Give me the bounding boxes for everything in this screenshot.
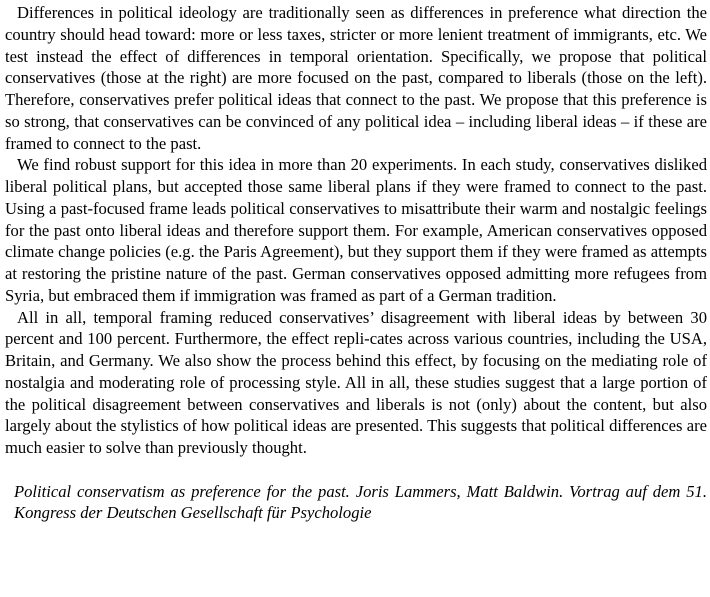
- paragraph-findings: We find robust support for this idea in more than 20 experiments. In each study, conservatives disliked liberal political plans, but accepted those same liberal plans if they were framed to connect to the past. Using a past-focused frame leads political conservatives to misattribute their warm and nostalgic feelings for the past onto liberal ideas and therefore support them. For example, American conservatives opposed climate change policies (e.g. the Paris Agreement), but they support them if they were framed as attempts at restoring the pristine nature of the past. German conservatives opposed admitting more refugees from Syria, but embraced them if immigration was framed as part of a German tradition.: [5, 155, 707, 305]
- citation: Political conservatism as preference for the past. Joris Lammers, Matt Baldwin. Vortrag auf dem 51. Kongress der Deutschen Gesellschaft für Psychologie: [14, 481, 707, 523]
- paragraph-intro: Differences in political ideology are traditionally seen as differences in preference what direction the country should head toward: more or less taxes, stricter or more lenient treatment of immigrants, etc. We test instead the effect of differences in temporal orientation. Specifically, we propose that political conservatives (those at the right) are more focused on the past, compared to liberals (those on the left). Therefore, conservatives prefer political ideas that connect to the past. We propose that this preference is so strong, that conservatives can be convinced of any political idea – including liberal ideas – if these are framed to connect to the past.: [5, 3, 707, 153]
- paragraph-conclusion: All in all, temporal framing reduced conservatives’ disagreement with liberal ideas by between 30 percent and 100 percent. Furthermore, the effect repli-cates across various countries, including the USA, Britain, and Germany. We also show the process behind this effect, by focusing on the mediating role of nostalgia and moderating role of processing style. All in all, these studies suggest that a large portion of the political disagreement between conservatives and liberals is not (only) about the content, but also largely about the stylistics of how political ideas are presented. This suggests that political differences are much easier to solve than previously thought.: [5, 307, 707, 457]
- document-body: [5, 2, 707, 524]
- paragraph-spacer: [5, 459, 707, 481]
